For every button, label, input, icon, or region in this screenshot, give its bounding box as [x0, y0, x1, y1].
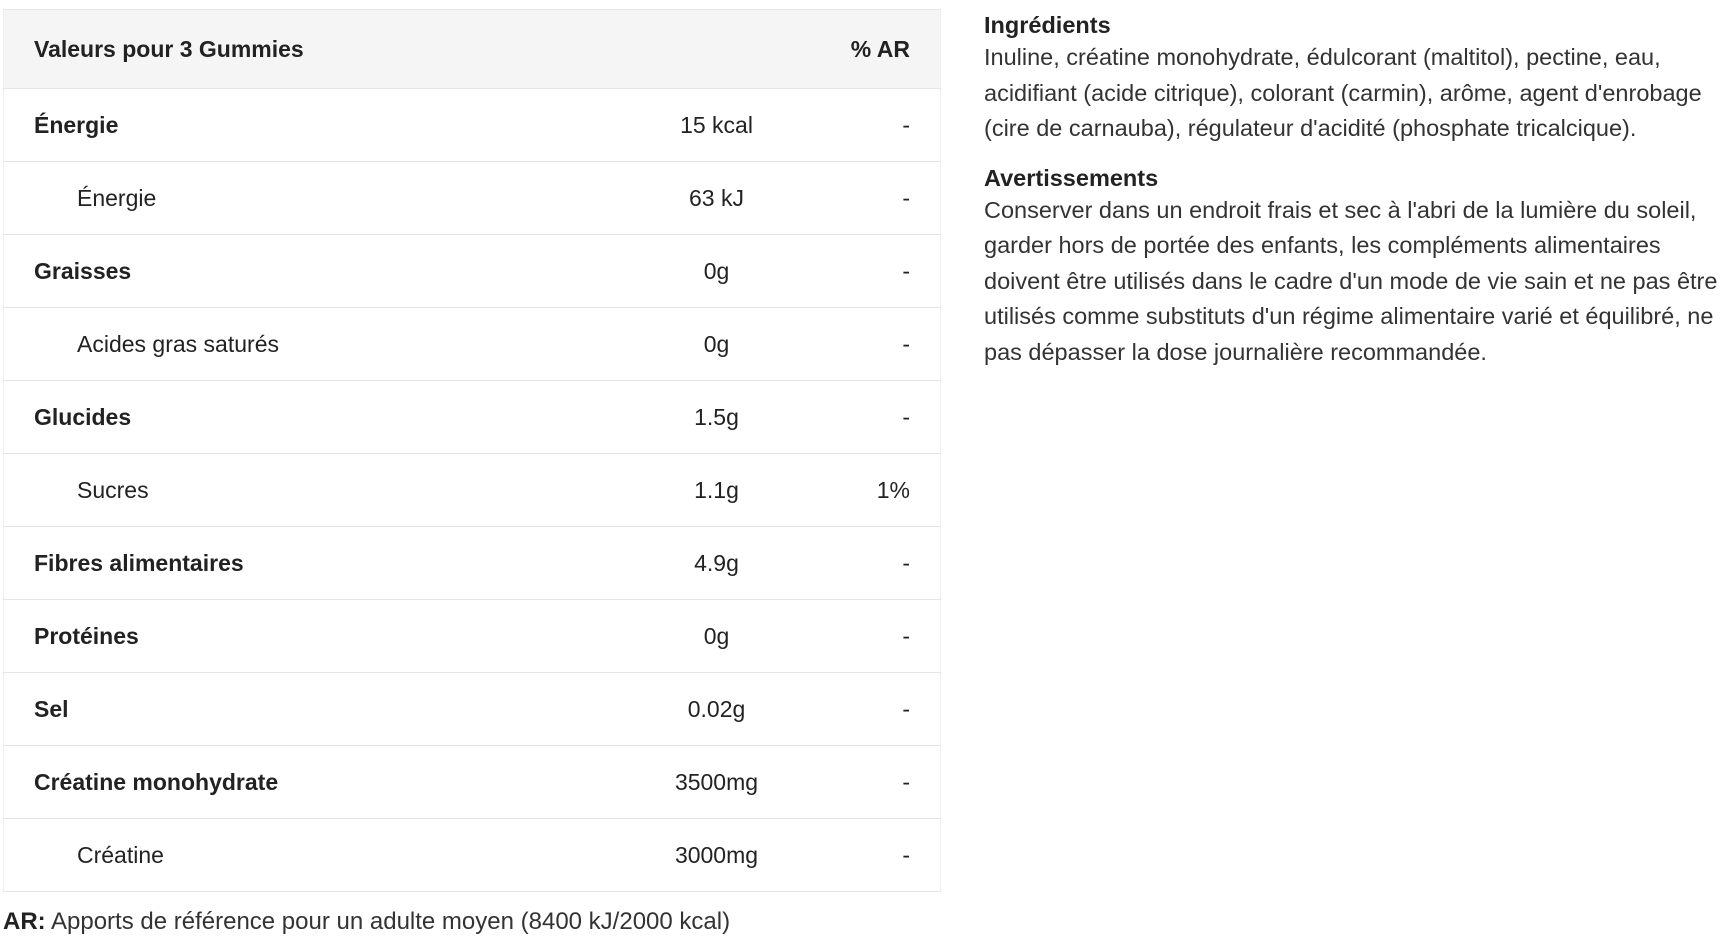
header-serving: Valeurs pour 3 Gummies — [4, 10, 588, 89]
ingredients-title: Ingrédients — [984, 12, 1111, 38]
row-value: 15 kcal — [587, 89, 846, 162]
row-value: 0g — [587, 600, 846, 673]
row-ar: 1% — [846, 454, 941, 527]
row-ar: - — [846, 381, 941, 454]
row-value: 3000mg — [587, 819, 846, 892]
row-value: 63 kJ — [587, 162, 846, 235]
row-label: Sucres — [4, 454, 588, 527]
row-value: 1.1g — [587, 454, 846, 527]
row-ar: - — [846, 746, 941, 819]
row-value: 0g — [587, 235, 846, 308]
row-label: Sel — [4, 673, 588, 746]
row-value: 4.9g — [587, 527, 846, 600]
row-label: Glucides — [4, 381, 588, 454]
table-row — [4, 819, 941, 892]
nutrition-header-row — [4, 10, 941, 89]
table-row — [4, 162, 941, 235]
row-ar: - — [846, 308, 941, 381]
table-row — [4, 454, 941, 527]
table-row — [4, 235, 941, 308]
warnings-title: Avertissements — [984, 164, 1159, 191]
row-value: 1.5g — [587, 381, 846, 454]
footnote-text: Apports de référence pour un adulte moyen (8400 kJ/2000 kcal) — [45, 908, 731, 935]
header-ar: % AR — [846, 10, 941, 89]
table-row — [4, 673, 941, 746]
table-row — [4, 746, 941, 819]
table-row — [4, 600, 941, 673]
table-row — [4, 527, 941, 600]
footnote-abbr: AR: — [3, 908, 46, 935]
row-label: Acides gras saturés — [4, 308, 588, 381]
row-ar: - — [846, 819, 941, 892]
row-ar: - — [846, 162, 941, 235]
nutrition-body — [4, 89, 941, 892]
row-label: Fibres alimentaires — [4, 527, 588, 600]
row-value: 3500mg — [587, 746, 846, 819]
row-ar: - — [846, 527, 941, 600]
row-label: Protéines — [4, 600, 588, 673]
row-ar: - — [846, 235, 941, 308]
row-label: Énergie — [4, 89, 588, 162]
row-value: 0.02g — [587, 673, 846, 746]
row-label: Créatine monohydrate — [4, 746, 588, 819]
row-ar: - — [846, 600, 941, 673]
footnote — [3, 908, 730, 936]
warnings-text: Conserver dans un endroit frais et sec à l'abri de la lumière du soleil, garder hors de portée des enfants, les compléments alimentaires doivent être utilisés dans le cadre d'un mode de vie sain et ne pas être utilisés comme substituts d'un régime alimentaire varié et équilibré, ne pas dépasser la dose journalière recommandée. — [984, 196, 1718, 365]
nutrition-table — [3, 9, 941, 892]
row-value: 0g — [587, 308, 846, 381]
row-ar: - — [846, 673, 941, 746]
table-row — [4, 381, 941, 454]
row-label: Créatine — [4, 819, 588, 892]
row-label: Énergie — [4, 162, 588, 235]
ingredients-text: Inuline, créatine monohydrate, édulcorant (maltitol), pectine, eau, acidifiant (acide citrique), colorant (carmin), arôme, agent d'enrobage (cire de carnauba), régulateur d'acidité (phosphate tricalcique). — [984, 44, 1702, 141]
table-row — [4, 89, 941, 162]
table-row — [4, 308, 941, 381]
product-info — [984, 10, 1719, 386]
row-ar: - — [846, 89, 941, 162]
header-value — [587, 10, 846, 89]
row-label: Graisses — [4, 235, 588, 308]
